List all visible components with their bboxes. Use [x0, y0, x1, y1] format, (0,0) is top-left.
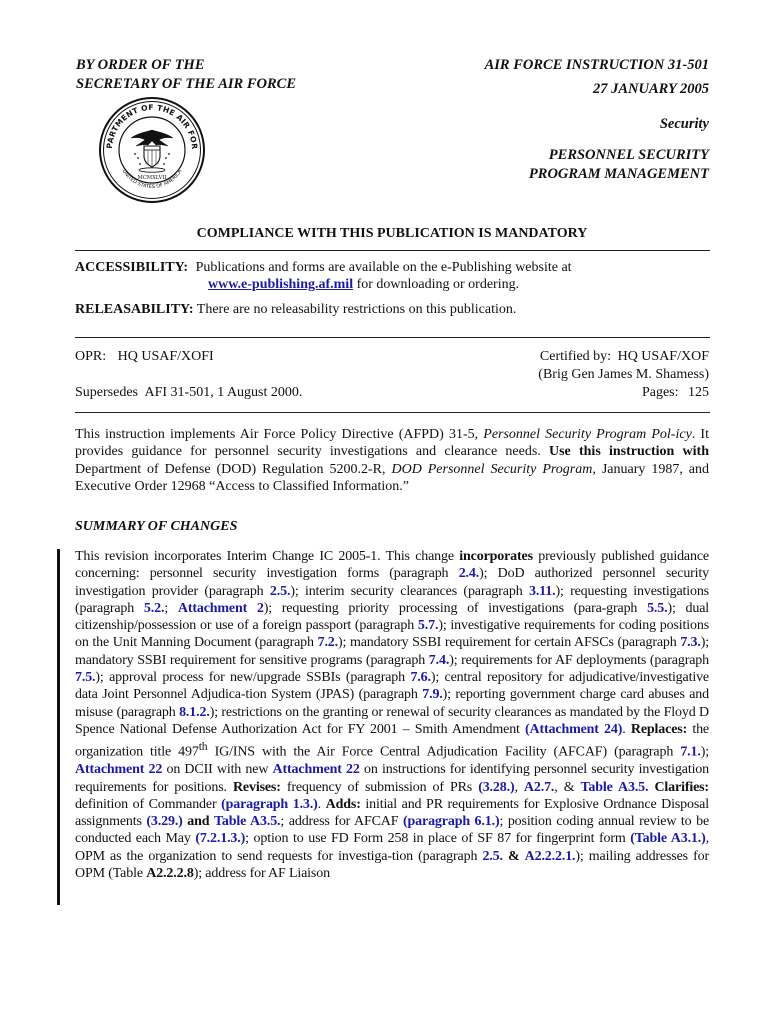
- summary-text: ); mailing addresses for OPM (Table: [75, 848, 709, 881]
- opr-label: OPR:: [75, 349, 107, 364]
- summary-text: .: [317, 796, 322, 812]
- summary-text: , &: [554, 779, 575, 795]
- publication-title: [400, 146, 709, 184]
- paragraph-link[interactable]: (paragraph 1.3.): [221, 796, 318, 812]
- summary-paragraph: [75, 548, 709, 882]
- summary-text: ); requesting investigations (paragraph: [75, 583, 709, 616]
- afpd-title: Personnel Security Program Pol-icy: [483, 427, 692, 442]
- accessibility-row: [75, 260, 715, 276]
- pages-label: Pages:: [641, 385, 679, 400]
- paragraph-link[interactable]: 3.11.: [528, 583, 556, 599]
- releasability-text: There are no releasability restrictions on this publication.: [196, 302, 517, 317]
- paragraph-link[interactable]: 2.5.: [269, 583, 291, 599]
- dod-program-title: DOD Personnel Security Program: [391, 461, 593, 477]
- summary-text: IG/INS with the Air Force Central Adjudication Facility (AFCAF) (paragraph: [214, 744, 674, 760]
- pages-value: 125: [688, 385, 709, 400]
- paragraph-link[interactable]: 2.4.: [458, 566, 480, 582]
- intro-emphasis: Use this instruction with: [548, 444, 709, 460]
- summary-text: ); DoD authorized personnel security investigation provider (paragraph: [75, 566, 710, 599]
- paragraph-link[interactable]: (3.29.): [146, 814, 183, 830]
- change-bar: [57, 549, 60, 905]
- certified-row: [400, 349, 709, 365]
- intro-text: This instruction implements Air Force Policy Directive (AFPD) 31-5,: [75, 427, 479, 442]
- summary-keyword: &: [507, 848, 520, 864]
- table-reference: A2.2.2.8: [146, 866, 194, 881]
- issuing-authority-line1: BY ORDER OF THE: [76, 57, 205, 73]
- summary-text: ); requesting priority processing of investigations (para-graph: [263, 600, 638, 616]
- summary-text: previously published guidance concerning: personnel security investigation forms (paragraph: [75, 549, 709, 582]
- paragraph-link[interactable]: 5.5.: [647, 600, 668, 616]
- summary-text: ); restrictions on the granting or renewal of security clearances as mandated by the Floyd D Spence National Defense Authorization Act for FY 2001 – Smith Amendment: [75, 704, 709, 737]
- certified-label: Certified by:: [539, 349, 612, 364]
- divider: [75, 337, 710, 338]
- summary-text: ; position coding annual review to be conducted each May: [75, 814, 710, 847]
- attachment-link[interactable]: (Attachment 24): [525, 721, 623, 737]
- summary-text: .: [622, 721, 626, 737]
- attachment-link[interactable]: Attachment 22: [272, 762, 360, 778]
- summary-keyword: Revises:: [232, 779, 281, 795]
- issuing-authority-line2: SECRETARY OF THE AIR FORCE: [76, 76, 296, 92]
- summary-text: ; option to use FD Form 258 in place of SF 87 for fingerprint form: [245, 831, 626, 847]
- paragraph-link[interactable]: 7.5.: [75, 670, 96, 686]
- paragraph-link[interactable]: 8.1.2.: [179, 704, 210, 720]
- supersedes-row: [75, 385, 302, 401]
- opr-value: HQ USAF/XOFI: [117, 349, 214, 364]
- seal-ring-text: PARTMENT OF THE AIR FOR: [104, 102, 200, 150]
- summary-text: ); requirements for AF deployments (paragraph: [449, 652, 709, 668]
- instruction-header: [400, 56, 709, 99]
- summary-text: ); mandatory SSBI requirement for certain AFSCs (paragraph: [338, 635, 677, 651]
- summary-text: ;: [280, 814, 285, 830]
- pages-row: [500, 385, 709, 401]
- paragraph-link[interactable]: A2.7.: [523, 779, 555, 795]
- intro-text: Department of Defense (DOD) Regulation 5200.2-R,: [75, 461, 386, 477]
- certified-person: (Brig Gen James M. Shamess): [538, 367, 709, 382]
- paragraph-link[interactable]: 5.7.: [417, 618, 439, 634]
- summary-text: ); investigative requirements for coding positions on the Unit Manning Document (paragraph: [75, 618, 709, 651]
- summary-text: on instructions for identifying personnel security investigation requirements for positions.: [75, 762, 710, 795]
- summary-text: the organization title 497: [75, 721, 709, 760]
- summary-text: ,: [514, 779, 518, 795]
- table-link[interactable]: Table A3.5.: [580, 779, 649, 795]
- paragraph-link[interactable]: (paragraph 6.1.): [403, 814, 500, 830]
- paragraph-link[interactable]: (3.28.): [478, 779, 515, 795]
- paragraph-link[interactable]: 7.2.: [317, 635, 338, 651]
- summary-text: ); reporting government charge card abuses and misuse (paragraph: [75, 687, 709, 720]
- table-link[interactable]: (Table A3.1.): [630, 831, 706, 847]
- summary-text: This revision incorporates Interim Change IC 2005-1. This change: [75, 549, 454, 564]
- summary-text: ); dual citizenship/possession or use of a foreign passport (paragraph: [75, 600, 710, 634]
- summary-keyword: Adds:: [325, 796, 361, 812]
- releasability-label: RELEASABILITY:: [75, 302, 194, 317]
- intro-text: , January 1987, and Executive Order 12968 “Access to Classified Information.”: [75, 461, 709, 494]
- seal-bottom-text: UNITED STATES OF AMERICA: [120, 168, 184, 191]
- summary-text: on DCII with new: [166, 762, 269, 778]
- summary-text: , OPM as the organization to send requests for investiga-tion (paragraph: [75, 831, 709, 864]
- summary-text: definition of Commander: [75, 796, 217, 812]
- summary-text: );: [700, 744, 709, 760]
- accessibility-row-2: [208, 277, 708, 293]
- paragraph-link[interactable]: 7.3.: [680, 635, 701, 651]
- paragraph-link[interactable]: 2.5.: [482, 848, 503, 864]
- superscript: th: [198, 740, 208, 754]
- supersedes-value: AFI 31-501, 1 August 2000.: [144, 385, 303, 400]
- air-force-seal: [98, 96, 206, 204]
- accessibility-label: ACCESSIBILITY:: [75, 260, 189, 275]
- paragraph-link[interactable]: 7.1.: [680, 744, 701, 760]
- paragraph-link[interactable]: (7.2.1.3.): [195, 831, 246, 847]
- category: Security: [659, 116, 709, 132]
- title-line1: PERSONNEL SECURITY: [548, 147, 709, 163]
- summary-text: frequency of submission of PRs: [286, 779, 473, 795]
- table-link[interactable]: Table A3.5.: [214, 814, 281, 830]
- publication-date: 27 JANUARY 2005: [592, 81, 709, 97]
- attachment-link[interactable]: Attachment 22: [75, 762, 163, 778]
- opr-row: [75, 349, 214, 365]
- summary-text: ); interim security clearances (paragraph: [290, 583, 523, 599]
- summary-text: ;: [164, 600, 169, 616]
- accessibility-text: Publications and forms are available on the e-Publishing website at: [195, 260, 572, 275]
- paragraph-link[interactable]: 5.2.: [143, 600, 165, 616]
- summary-heading: SUMMARY OF CHANGES: [75, 519, 238, 534]
- instruction-number: AIR FORCE INSTRUCTION 31-501: [484, 57, 709, 73]
- intro-text: . It provides guidance for personnel security investigations and clearance needs.: [75, 427, 709, 460]
- summary-keyword: and: [187, 814, 210, 830]
- title-line2: PROGRAM MANAGEMENT: [528, 166, 709, 182]
- certified-value: HQ USAF/XOF: [617, 349, 709, 364]
- intro-paragraph: [75, 426, 709, 495]
- compliance-statement: COMPLIANCE WITH THIS PUBLICATION IS MANDATORY: [196, 226, 588, 241]
- summary-keyword: Clarifies:: [654, 779, 709, 795]
- supersedes-label: Supersedes: [75, 385, 138, 400]
- summary-text: ); approval process for new/upgrade SSBIs (paragraph: [95, 670, 405, 686]
- divider: [75, 412, 710, 413]
- paragraph-link[interactable]: 7.6.: [410, 670, 431, 686]
- summary-text: address for AFCAF: [288, 814, 399, 830]
- summary-keyword: Replaces:: [630, 721, 688, 737]
- seal-year: MCMXLVII: [137, 175, 167, 181]
- divider: [75, 250, 710, 251]
- e-publishing-link[interactable]: www.e-publishing.af.mil: [208, 277, 354, 292]
- paragraph-link[interactable]: A2.2.2.1.: [524, 848, 576, 864]
- issuing-authority: [76, 56, 296, 94]
- paragraph-link[interactable]: 7.9.: [422, 687, 443, 703]
- summary-text: ); central repository for adjudicative/investigative data Joint Personnel Adjudica-tion System (JPAS) (paragraph: [75, 670, 709, 703]
- summary-keyword: incorporates: [459, 549, 533, 564]
- attachment-link[interactable]: Attachment 2: [177, 600, 264, 616]
- summary-text: ); address for AF Liaison: [193, 866, 330, 881]
- accessibility-text-2: for downloading or ordering.: [356, 277, 520, 292]
- summary-text: ); mandatory SSBI requirement for sensitive programs (paragraph: [75, 635, 709, 668]
- releasability-row: [75, 302, 715, 318]
- summary-text: initial and PR requirements for Explosive Ordnance Disposal assignments: [75, 796, 709, 830]
- paragraph-link[interactable]: 7.4.: [428, 652, 450, 668]
